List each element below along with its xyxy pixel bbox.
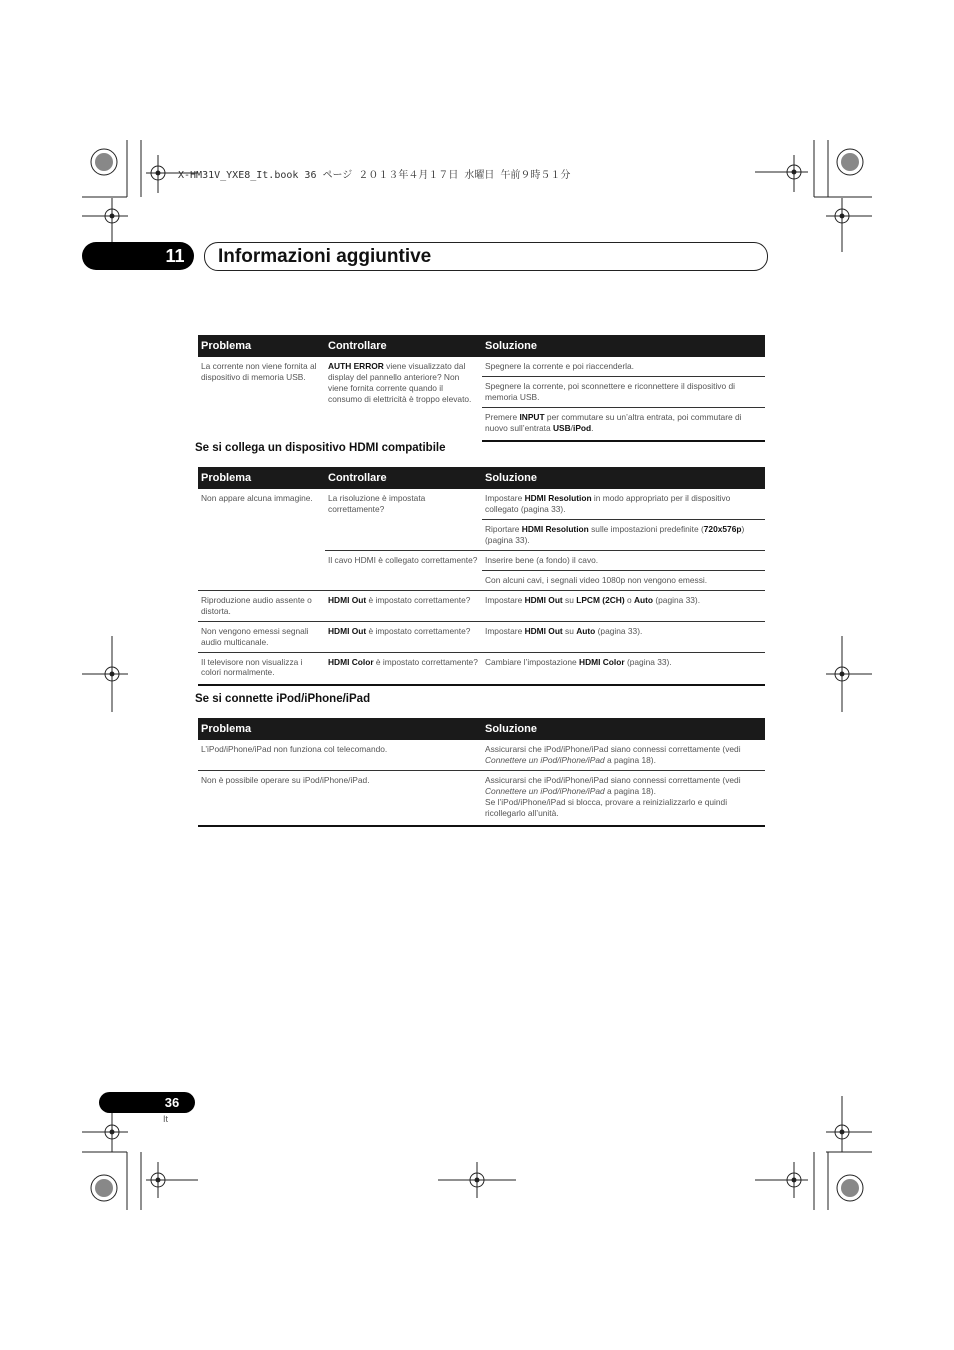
- table-row: [198, 357, 765, 376]
- header-problema: Problema: [198, 718, 482, 740]
- solution-cell: Impostare HDMI Resolution in modo appropriato per il dispositivo collegato (pagina 33).: [485, 493, 731, 515]
- problem-cell: Non è possibile operare su iPod/iPhone/iPad.: [198, 771, 482, 826]
- solution-cell: Assicurarsi che iPod/iPhone/iPad siano connessi correttamente (vedi Connettere un iPod/iPhone/iPad a pagina 18).: [485, 744, 741, 766]
- print-header: X-HM31V_YXE8_It.book 36 ページ ２０１３年４月１７日 水曜日 午前９時５１分: [178, 170, 571, 181]
- check-cell: AUTH ERROR viene visualizzato dal display del pannello anteriore? Non viene fornita corrente quando il consumo di elettricità è troppo elevato.: [328, 361, 472, 405]
- solution-cell: Spegnere la corrente e poi riaccenderla.: [485, 361, 634, 372]
- check-cell: HDMI Out è impostato correttamente?: [325, 590, 482, 621]
- header-soluzione: Soluzione: [482, 467, 765, 489]
- table-row: [198, 621, 765, 652]
- section-title-hdmi: Se si collega un dispositivo HDMI compatibile: [195, 442, 446, 454]
- header-soluzione: Soluzione: [482, 718, 765, 740]
- check-cell: Il cavo HDMI è collegato correttamente?: [325, 550, 482, 590]
- header-problema: Problema: [198, 467, 325, 489]
- solution-cell: Con alcuni cavi, i segnali video 1080p non vengono emessi.: [482, 570, 765, 590]
- solution-cell: Impostare HDMI Out su Auto (pagina 33).: [482, 621, 765, 652]
- ipod-table: [198, 718, 765, 827]
- table-row: [198, 771, 765, 826]
- solution-cell: Premere INPUT per commutare su un’altra entrata, poi commutare di nuovo sull’entrata USB/iPod.: [482, 408, 765, 441]
- table-row: [198, 489, 765, 519]
- solution-cell: Assicurarsi che iPod/iPhone/iPad siano connessi correttamente (vedi Connettere un iPod/iPhone/iPad a pagina 18). Se l’iPod/iPhone/iPad si blocca, provare a reinizializzarlo e quindi ricollegarlo all’unità.: [482, 771, 765, 826]
- header-soluzione: Soluzione: [482, 335, 765, 357]
- problem-cell: La corrente non viene fornita al dispositivo di memoria USB.: [201, 361, 317, 383]
- solution-cell: Cambiare l’impostazione HDMI Color (pagina 33).: [482, 652, 765, 685]
- table-row: [198, 652, 765, 685]
- table-row: [198, 590, 765, 621]
- chapter-title: Informazioni aggiuntive: [218, 246, 432, 267]
- solution-cell: Impostare HDMI Out su LPCM (2CH) o Auto (pagina 33).: [482, 590, 765, 621]
- check-cell: HDMI Out è impostato correttamente?: [325, 621, 482, 652]
- problem-cell: L’iPod/iPhone/iPad non funziona col telecomando.: [201, 744, 388, 755]
- table-row: [198, 740, 765, 770]
- check-cell: HDMI Color è impostato correttamente?: [325, 652, 482, 685]
- header-controllare: Controllare: [325, 335, 482, 357]
- chapter-number: 11: [165, 246, 185, 266]
- page-number: 36: [164, 1095, 180, 1110]
- page-language: It: [163, 1114, 169, 1124]
- usb-power-table: [198, 335, 765, 442]
- problem-cell: Non appare alcuna immagine.: [201, 493, 313, 504]
- problem-cell: Riproduzione audio assente o distorta.: [198, 590, 325, 621]
- header-problema: Problema: [198, 335, 325, 357]
- problem-cell: Non vengono emessi segnali audio multicanale.: [198, 621, 325, 652]
- solution-cell: Riportare HDMI Resolution sulle impostazioni predefinite (720x576p) (pagina 33).: [482, 520, 765, 551]
- header-controllare: Controllare: [325, 467, 482, 489]
- section-title-ipod: Se si connette iPod/iPhone/iPad: [195, 693, 371, 705]
- solution-cell: Spegnere la corrente, poi sconnettere e riconnettere il dispositivo di memoria USB.: [482, 377, 765, 408]
- check-cell: La risoluzione è impostata correttamente?: [328, 493, 426, 515]
- solution-cell: Inserire bene (a fondo) il cavo.: [482, 550, 765, 570]
- hdmi-table: [198, 467, 765, 686]
- problem-cell: Il televisore non visualizza i colori normalmente.: [198, 652, 325, 685]
